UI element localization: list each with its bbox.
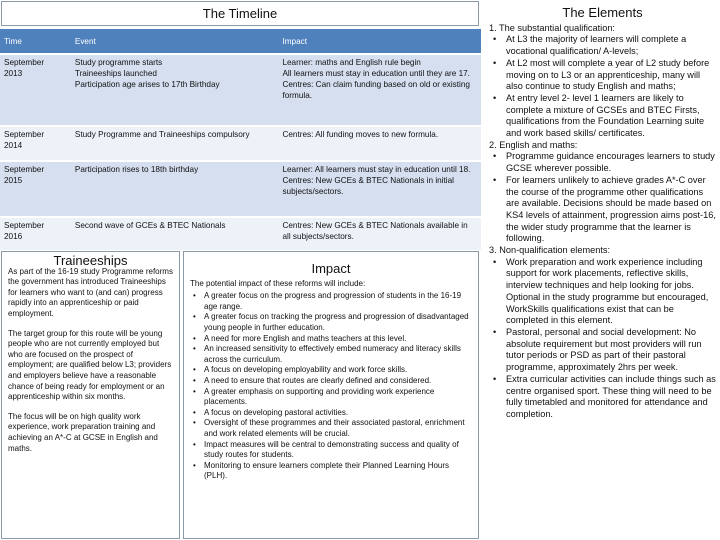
section-heading: 1. The substantial qualification:	[489, 22, 615, 33]
list-item: • An increased sensitivity to effectively embed numeracy and literacy skills across the curriculum.	[190, 344, 472, 365]
list-item: • Monitoring to ensure learners complete their Planned Learning Hours (PLH).	[190, 461, 472, 482]
impact-line: All learners must stay in education until they are 17.	[282, 69, 470, 78]
impact-list	[190, 291, 472, 482]
event-cell	[71, 54, 279, 126]
event-line: Study Programme and Traineeships compulsory	[74, 130, 250, 139]
impact-cell	[278, 54, 481, 126]
time-cell	[0, 161, 71, 217]
impact-line: Centres: All funding moves to new formula.	[282, 130, 439, 139]
time-cell	[0, 126, 71, 161]
list-item: • Programme guidance encourages learners to study GCSE wherever possible.	[489, 151, 716, 174]
list-item: • A greater focus on the progress and progression of students in the 16-19 age range.	[190, 291, 472, 312]
list-item: • At L3 the majority of learners will complete a vocational qualification/ A-levels;	[489, 34, 716, 57]
event-line: Participation age arises to 17th Birthday	[74, 80, 220, 89]
list-item: • A need for more English and maths teachers at this level.	[190, 334, 472, 345]
list-item: • A greater focus on tracking the progress and progression of disadvantaged young people in further education.	[190, 312, 472, 333]
time-year: 2015	[4, 176, 23, 185]
header-time: Time	[0, 29, 71, 54]
impact-cell	[278, 126, 481, 161]
traineeships-paragraph: The focus will be on high quality work experience, work preparation training and achieving an A*-C at GCSE in English and maths.	[8, 411, 158, 453]
table-row	[0, 126, 481, 161]
timeline-table	[0, 29, 481, 252]
section-list	[489, 151, 716, 245]
event-line: Study programme starts	[74, 58, 163, 67]
header-event: Event	[71, 29, 279, 54]
section-heading: 2. English and maths:	[489, 139, 578, 150]
event-cell	[71, 217, 279, 251]
impact-cell	[278, 161, 481, 217]
time-year: 2016	[4, 232, 23, 241]
time-month: September	[4, 165, 45, 174]
section-list	[489, 257, 716, 421]
list-item: • A need to ensure that routes are clearly defined and considered.	[190, 376, 472, 387]
header-impact: Impact	[278, 29, 481, 54]
time-month: September	[4, 221, 45, 230]
section-heading: 3. Non-qualification elements:	[489, 245, 611, 256]
timeline-header-row	[0, 29, 481, 54]
time-year: 2014	[4, 141, 23, 150]
list-item: • Pastoral, personal and social development: No absolute requirement but most providers will run tutor periods or PSD as part of their pastoral programme, approximately 2hrs per week.	[489, 327, 716, 374]
impact-title: Impact	[311, 261, 351, 276]
table-row	[0, 54, 481, 126]
event-cell	[71, 161, 279, 217]
list-item: • Oversight of these programmes and their associated pastoral, enrichment and work related elements will be crucial.	[190, 418, 472, 439]
timeline-title: The Timeline	[1, 1, 479, 26]
time-cell	[0, 54, 71, 126]
traineeships-panel	[1, 251, 180, 539]
list-item: • Work preparation and work experience including support for work placements, reflective skills, interview techniques and help looking for jobs. Optional in the study programme but encouraged, WorkSkills qualifications exist that can be completed in this element.	[489, 257, 716, 327]
list-item: • At L2 most will complete a year of L2 study before moving on to L3 or an apprenticeship, many will also continue to study English and maths;	[489, 58, 716, 93]
traineeships-title: Traineeships	[53, 253, 128, 268]
time-month: September	[4, 58, 45, 67]
time-month: September	[4, 130, 45, 139]
impact-line: Centres: New GCEs & BTEC Nationals in initial subjects/sectors.	[282, 176, 454, 196]
event-line: Traineeships launched	[74, 69, 157, 78]
section-list	[489, 34, 716, 139]
list-item: • A focus on developing pastoral activities.	[190, 408, 472, 419]
time-cell	[0, 217, 71, 251]
elements-panel	[483, 1, 720, 539]
list-item: • A focus on developing employability and work force skills.	[190, 365, 472, 376]
time-year: 2013	[4, 69, 23, 78]
traineeships-paragraph: The target group for this route will be young people who are not currently employed but who are focused on the prospect of employment; are qualified below L3; providers and employers believe have a reasonable chance of being ready for employment or an apprenticeship within six months.	[8, 328, 172, 402]
list-item: • At entry level 2- level 1 learners are likely to complete a mixture of GCSEs and BTEC Firsts, qualifications from the Foundation Learning suite and work based skills/ certificates.	[489, 93, 716, 140]
table-row	[0, 217, 481, 251]
event-line: Participation rises to 18th birthday	[74, 165, 199, 174]
impact-line: Centres: New GCEs & BTEC Nationals available in all subjects/sectors.	[282, 221, 468, 241]
impact-cell	[278, 217, 481, 251]
traineeships-paragraph: As part of the 16-19 study Programme reforms the government has introduced Traineeships for learners who want to (and can) progress rapidly into an apprenticeship or paid employment.	[8, 266, 173, 318]
impact-line: Learner: maths and English rule begin	[282, 58, 421, 67]
impact-intro: The potential impact of these reforms will include:	[190, 278, 366, 288]
elements-title: The Elements	[562, 5, 643, 20]
event-line: Second wave of GCEs & BTEC Nationals	[74, 221, 226, 230]
table-row	[0, 161, 481, 217]
impact-line: Centres: Can claim funding based on old or existing formula.	[282, 80, 470, 100]
impact-panel	[183, 251, 479, 539]
list-item: • A greater emphasis on supporting and providing work experience placements.	[190, 387, 472, 408]
event-cell	[71, 126, 279, 161]
list-item: • Impact measures will be central to demonstrating success and quality of study routes for students.	[190, 440, 472, 461]
list-item: • Extra curricular activities can include things such as centre organised sport. These thing will need to be fully timetabled and monitored for attendance and completion.	[489, 374, 716, 421]
impact-line: Learner: All learners must stay in education until 18.	[282, 165, 471, 174]
list-item: • For learners unlikely to achieve grades A*-C over the course of the programme other qualifications are available. Decisions should be made based on KS4 levels of attainment, progression aims post-16, the wider study programme that the learner is following.	[489, 175, 716, 245]
